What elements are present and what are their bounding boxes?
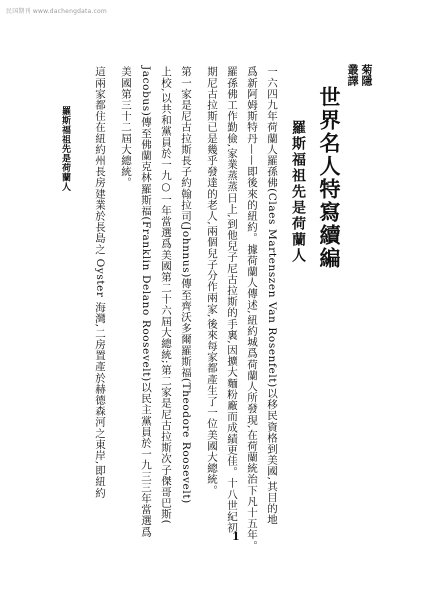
watermark-stamp: 民国期刊 www.dachengdata.com [6,8,107,15]
series-label-2: 叢譯 [346,64,359,86]
body-line-5: 第一家是尼古拉斯長子約翰拉司(Johnnus)傳至齊沃多爾羅斯福(Theodore Roosevelt) [180,66,192,504]
body-line-6: 上校,以共和黨員於一九○一年當選爲美國第二十六屆大總統;第二家是尼古拉斯次子傑哥巴斯( [160,66,172,525]
article-title: 世界名人特寫續編 [317,86,342,270]
body-line-7: Jacobus)傳至佛蘭克林羅斯福(Franklin Delano Roosevelt)以民主黨員於一九三三年當選爲 [140,66,152,538]
running-head: 羅斯福祖先是荷蘭人 [60,106,70,192]
body-line-2: 爲新阿姆斯特丹——即後來的紐約。據荷蘭人傳述,紐約城爲荷蘭人所發現,在荷蘭統治下凡十五年。 [246,66,258,552]
body-line-1: 一六四九年荷蘭人羅孫佛(Claes Martenszen Van Rosenfelt)以移民資格到美國,其目的地 [266,66,278,525]
body-line-8: 美國第三十二屆大總統。 [120,66,132,189]
article-subtitle: 羅斯福祖先是荷蘭人 [290,120,306,264]
series-label-1: 菊隱 [360,64,373,86]
body-line-4: 期尼古拉斯已是幾乎發達的老人,兩個兒子分作兩家,後來每家都產生了一位美國大總統。 [206,66,218,496]
page-number: 1 [232,530,240,543]
body-line-9: 這兩家都住在紐約州長房建業於長島之 Oyster 海灣,二房置產於赫德森河之東岸,即紐約 [94,66,106,499]
body-line-3: 羅孫佛工作勤儉,家業蒸蒸日上,到他兒子尼古拉斯的手裏,因擴大麵粉廠而成績更佳。十八世紀初 [226,66,238,533]
